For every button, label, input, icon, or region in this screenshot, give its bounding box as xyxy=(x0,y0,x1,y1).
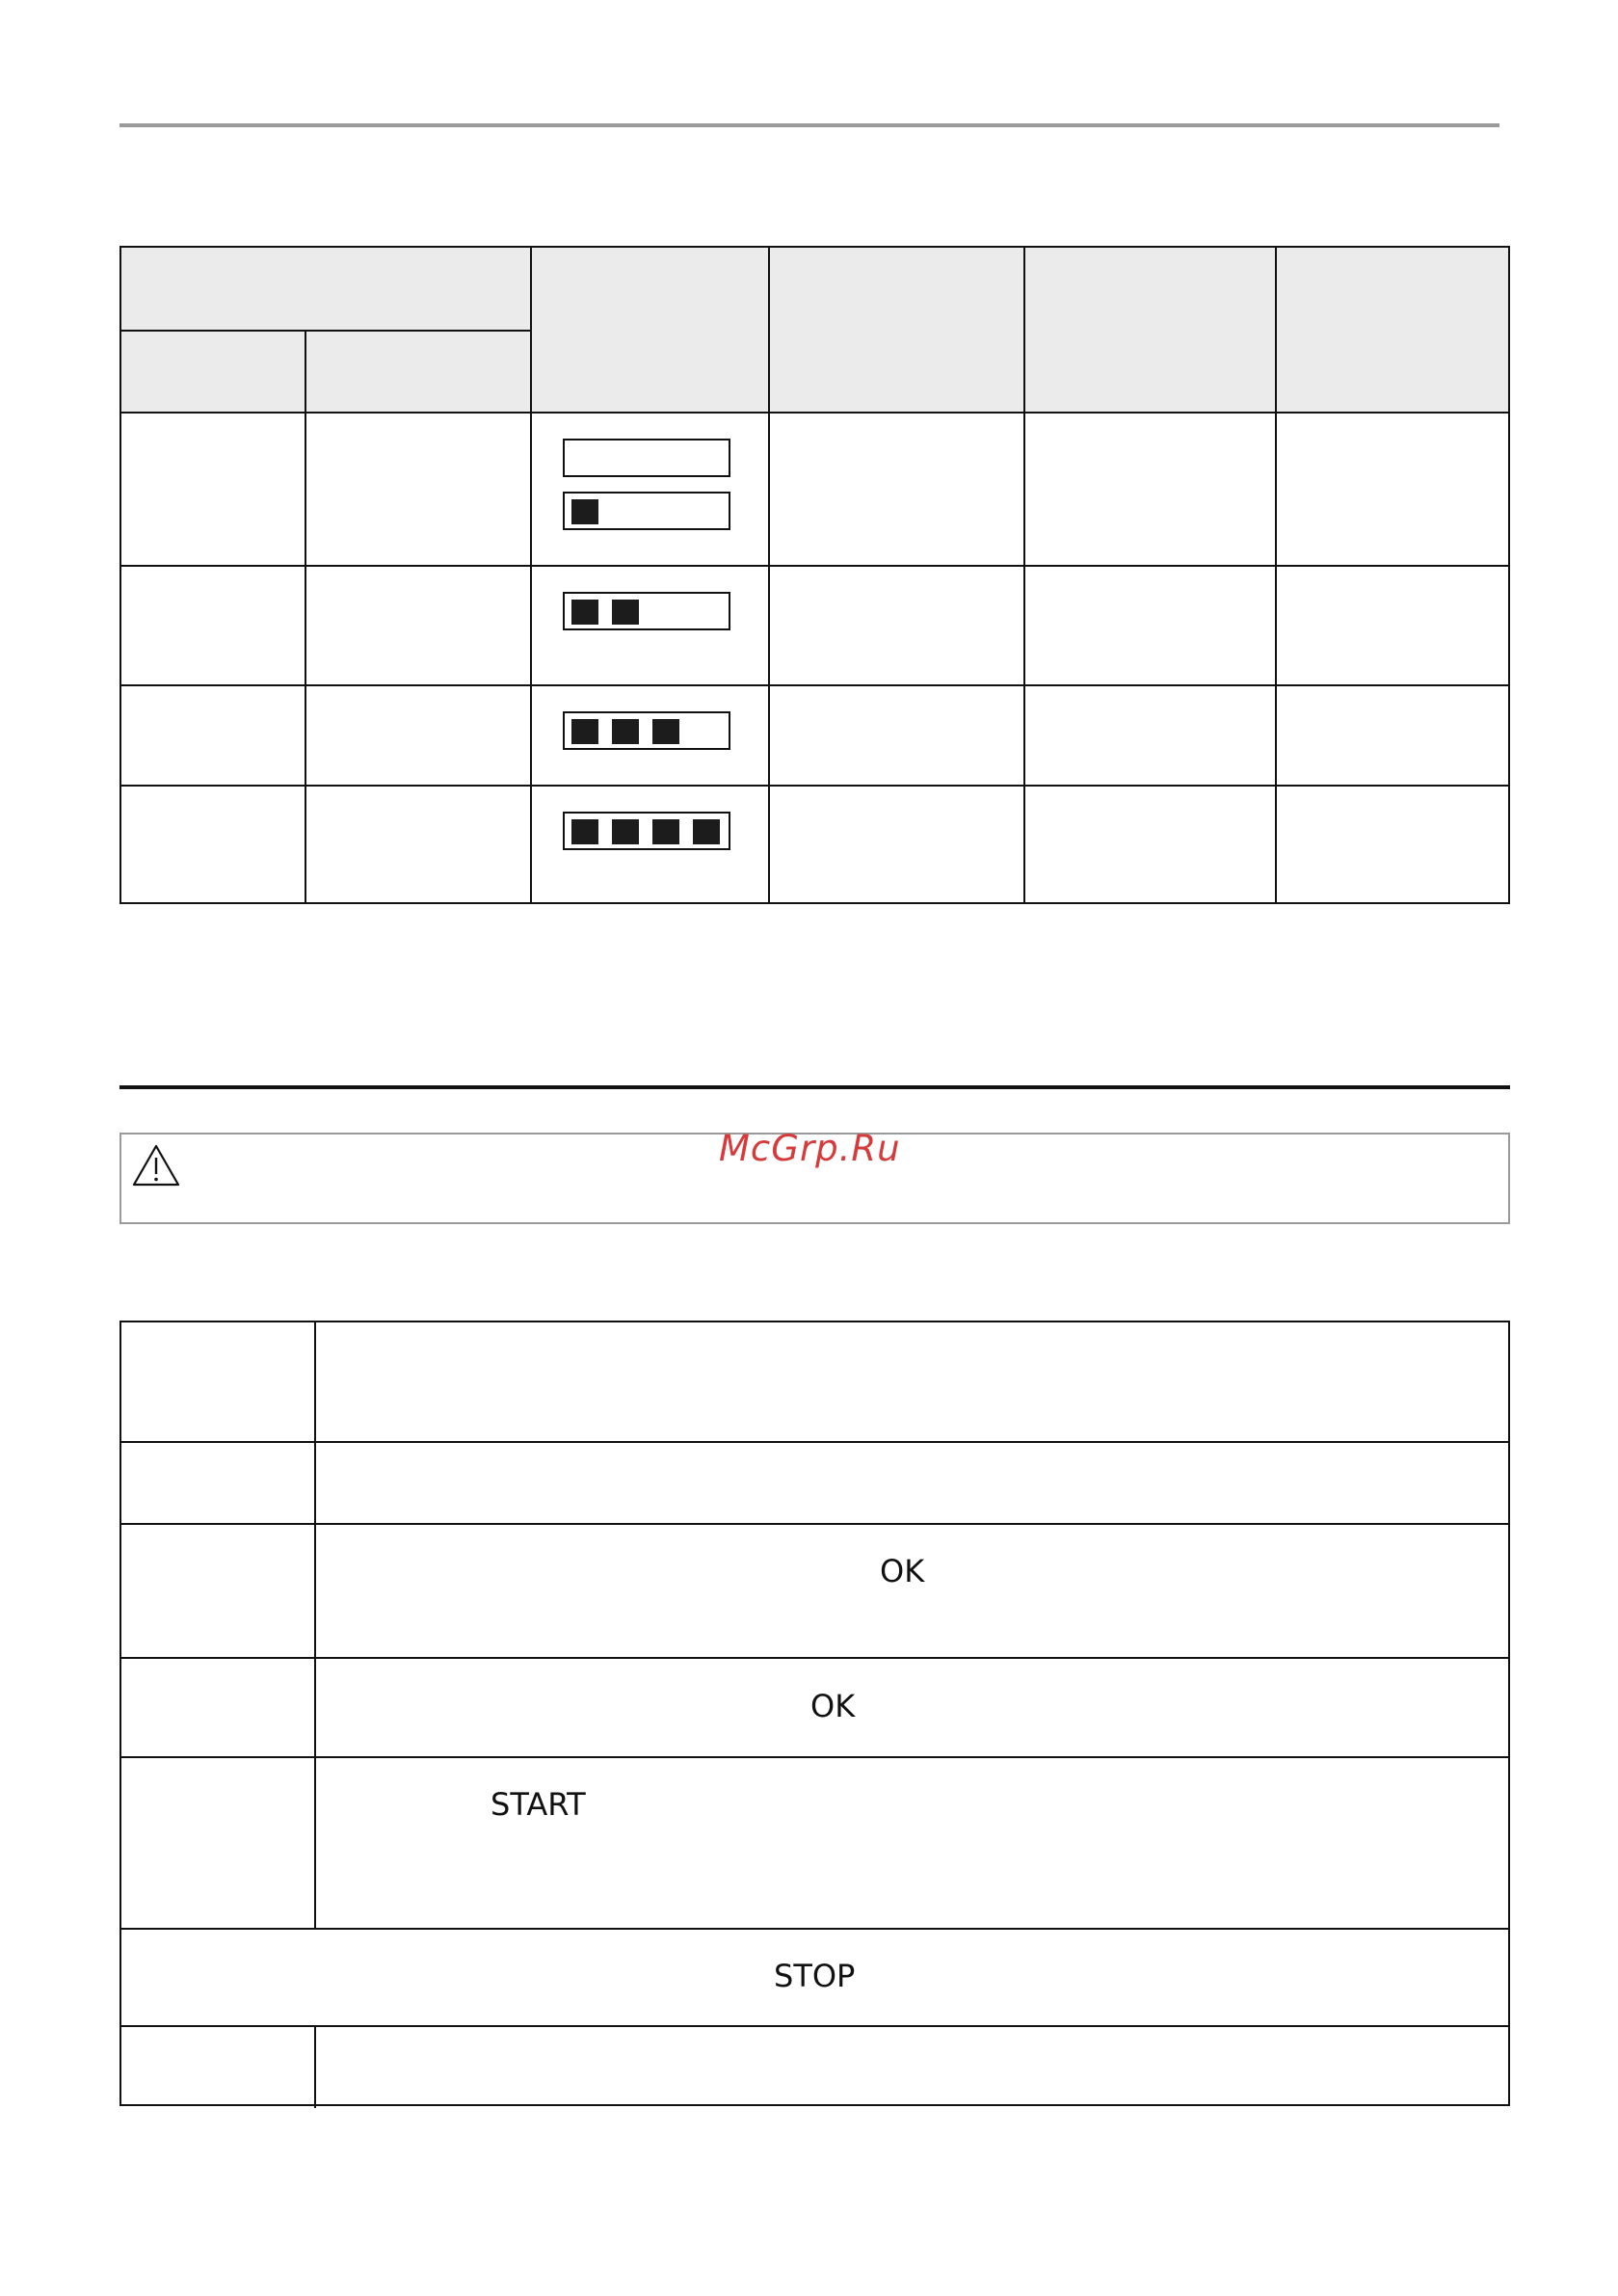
column-divider xyxy=(1275,248,1277,902)
level-segment xyxy=(571,819,598,844)
level-segment xyxy=(693,819,720,844)
top-rule xyxy=(119,123,1499,127)
ok-button-label: OK xyxy=(880,1553,925,1589)
level-segment xyxy=(612,719,639,744)
level-segment xyxy=(652,819,679,844)
column-divider xyxy=(314,1322,316,1930)
ok-button-label: OK xyxy=(810,1688,856,1724)
row-divider xyxy=(121,2025,1508,2027)
level-indicator-bar xyxy=(563,492,730,530)
level-indicator-bar xyxy=(563,711,730,750)
level-indicator-bar xyxy=(563,592,730,630)
level-segment xyxy=(571,499,598,524)
level-segment xyxy=(571,600,598,625)
level-segment xyxy=(571,719,598,744)
level-segment xyxy=(652,719,679,744)
start-button-label: START xyxy=(491,1786,586,1823)
row-divider xyxy=(121,684,1508,686)
row-divider xyxy=(121,1756,1508,1758)
row-divider xyxy=(121,1441,1508,1443)
row-divider xyxy=(121,1523,1508,1525)
level-indicator-bar xyxy=(563,439,730,477)
column-divider xyxy=(305,330,306,904)
row-divider xyxy=(121,1928,1508,1930)
warning-triangle-icon xyxy=(131,1142,181,1188)
level-segment xyxy=(612,600,639,625)
row-divider xyxy=(121,565,1508,567)
level-indicator-bar xyxy=(563,812,730,850)
column-divider xyxy=(768,248,770,902)
column-divider xyxy=(314,2026,316,2108)
settings-table xyxy=(119,246,1510,904)
header-subdivider xyxy=(121,330,530,332)
level-segment xyxy=(612,819,639,844)
column-divider xyxy=(1023,248,1025,902)
section-rule xyxy=(119,1085,1510,1089)
row-divider xyxy=(121,1657,1508,1659)
watermark-text: McGrp.Ru xyxy=(719,1128,901,1169)
row-divider xyxy=(121,785,1508,787)
column-divider xyxy=(530,248,532,902)
stop-button-label: STOP xyxy=(774,1958,856,1994)
